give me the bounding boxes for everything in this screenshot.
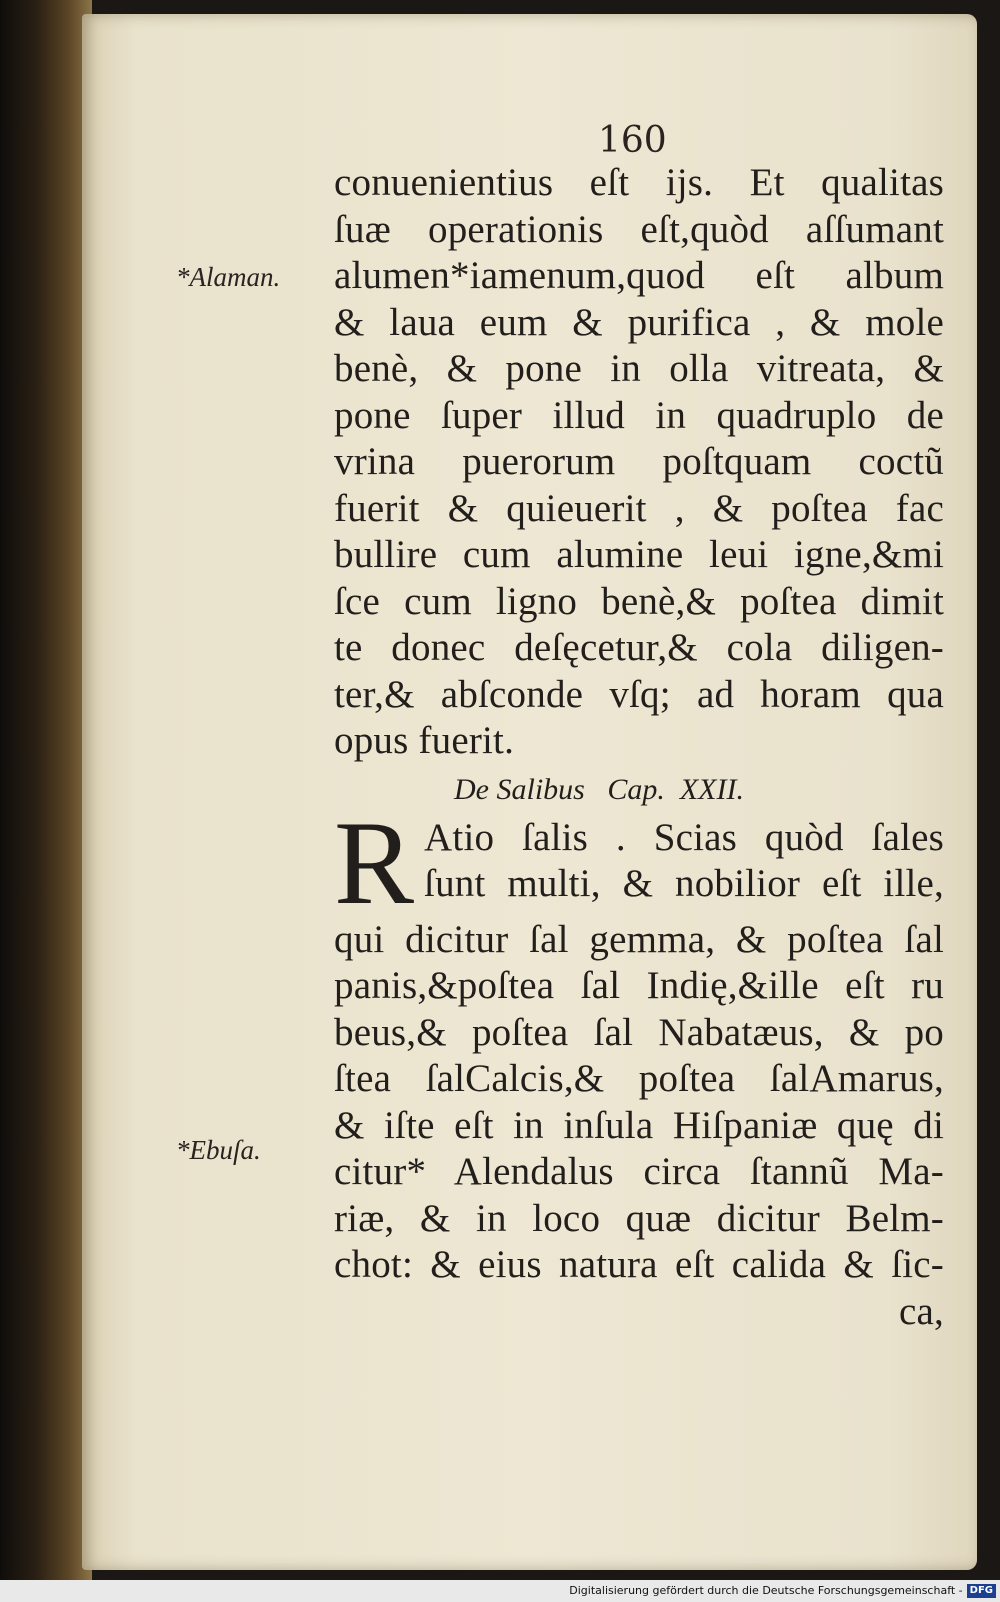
text-line: ſtea ſalCalcis,& poſtea ſalAmarus, (334, 1057, 944, 1100)
text-line: te donec deſęcetur,& cola diligen- (334, 626, 944, 669)
text-line: chot: & eius natura eſt calida & ſic- (334, 1243, 944, 1286)
book-spine (0, 0, 92, 1580)
text-line: qui dicitur ſal gemma, & poſtea ſal (334, 917, 944, 961)
footer-text: Digitalisierung gefördert durch die Deutsche Forschungsgemeinschaft - (569, 1584, 963, 1597)
text-line: ſuæ operationis eſt,quòd aſſumant (334, 207, 944, 251)
text-line: ſunt multi, & nobilior eſt ille, (424, 862, 944, 905)
text-line: ſce cum ligno benè,& poſtea dimit (334, 579, 944, 623)
text-line: vrina puerorum poſtquam coctũ (334, 440, 944, 483)
text-line: panis,&poſtea ſal Indię,&ille eſt ru (334, 964, 944, 1007)
text-line: riæ, & in loco quæ dicitur Belm- (334, 1196, 944, 1240)
margin-note-ebusa: *Ebuſa. (176, 1135, 261, 1165)
chapter-heading: De Salibus Cap. XXII. (454, 772, 744, 806)
page-number: 160 (598, 120, 667, 161)
text-line: ter,& abſconde vſq; ad horam qua (334, 672, 944, 716)
text-line: pone ſuper illud in quadruplo de (334, 393, 944, 437)
catchword: ca, (899, 1289, 944, 1333)
text-line: alumen*iamenum,quod eſt album (334, 254, 944, 297)
dfg-logo: DFG (967, 1584, 996, 1598)
text-line: beus,& poſtea ſal Nabatæus, & po (334, 1010, 944, 1054)
text-line: fuerit & quieuerit , & poſtea fac (334, 486, 944, 530)
text-line: Atio ſalis . Scias quòd ſales (424, 815, 944, 859)
text-line: bullire cum alumine leui igne,&mi (334, 533, 944, 576)
text-line: conuenientius eſt ijs. Et qualitas (334, 161, 944, 204)
text-line: citur* Alendalus circa ſtannũ Ma- (334, 1150, 944, 1193)
digitization-footer (0, 1580, 1000, 1602)
text-line: opus fuerit. (334, 719, 515, 762)
margin-note-alaman: *Alaman. (176, 262, 281, 292)
text-line: & laua eum & purifica , & mole (334, 300, 944, 344)
text-line: benè, & pone in olla vitreata, & (334, 347, 944, 390)
text-line: & iſte eſt in inſula Hiſpaniæ quę di (334, 1103, 944, 1147)
chapter-first-paragraph (334, 795, 944, 929)
body-text (334, 160, 944, 1335)
drop-cap: R (334, 795, 415, 929)
